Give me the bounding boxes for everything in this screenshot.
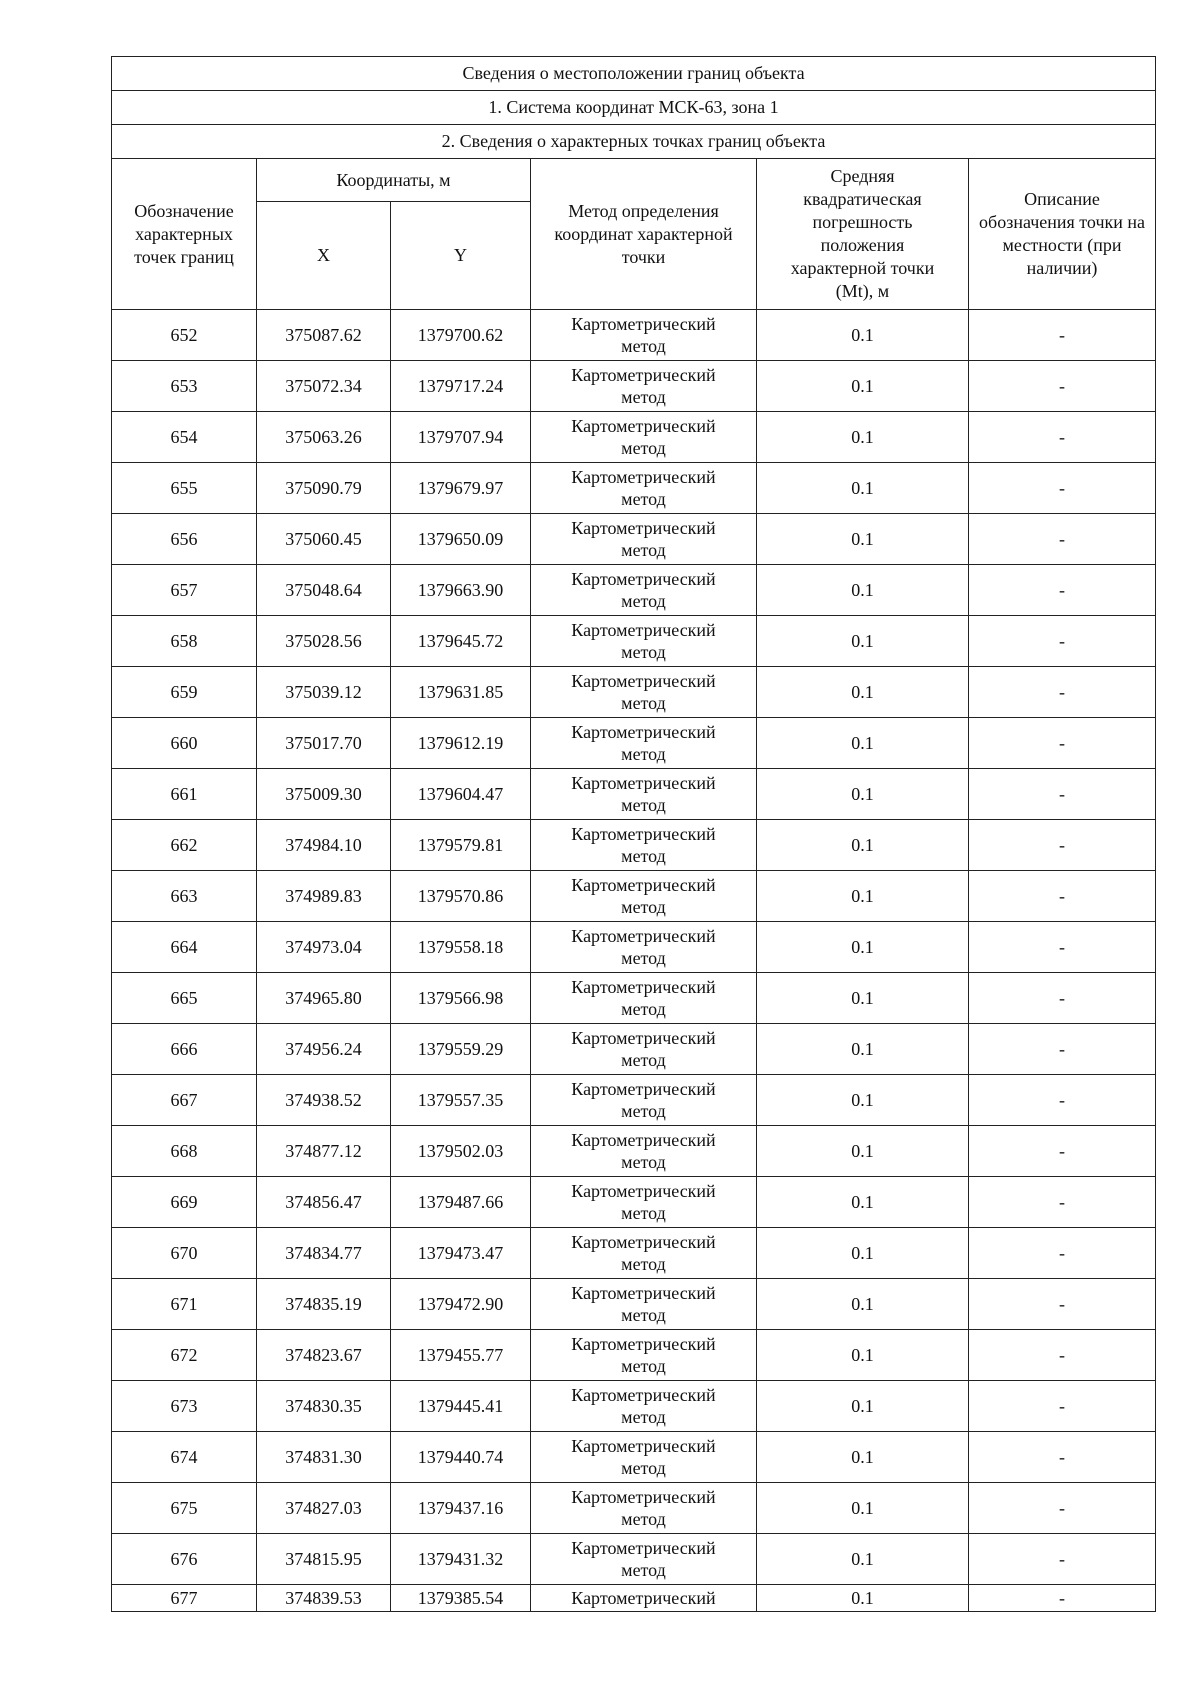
table-row — [112, 1432, 1156, 1483]
cell-y: 1379431.32 — [391, 1534, 531, 1585]
cell-point: 677 — [112, 1585, 257, 1612]
cell-description: - — [969, 922, 1156, 973]
cell-point: 670 — [112, 1228, 257, 1279]
cell-description: - — [969, 1432, 1156, 1483]
cell-error: 0.1 — [757, 361, 969, 412]
cell-x: 374823.67 — [257, 1330, 391, 1381]
cell-error: 0.1 — [757, 1534, 969, 1585]
cell-x: 374839.53 — [257, 1585, 391, 1612]
cell-description: - — [969, 514, 1156, 565]
cell-description: - — [969, 1330, 1156, 1381]
column-header-point: Обозначение характерных точек границ — [112, 159, 257, 310]
cell-point: 665 — [112, 973, 257, 1024]
cell-description: - — [969, 769, 1156, 820]
cell-point: 674 — [112, 1432, 257, 1483]
cell-y: 1379487.66 — [391, 1177, 531, 1228]
cell-y: 1379579.81 — [391, 820, 531, 871]
cell-method: Картометрический метод — [531, 361, 757, 412]
table-row — [112, 1381, 1156, 1432]
cell-x: 374827.03 — [257, 1483, 391, 1534]
cell-y: 1379663.90 — [391, 565, 531, 616]
header-row-system — [112, 91, 1156, 125]
section-label: 2. Сведения о характерных точках границ объекта — [112, 125, 1156, 159]
cell-y: 1379437.16 — [391, 1483, 531, 1534]
cell-point: 663 — [112, 871, 257, 922]
cell-y: 1379631.85 — [391, 667, 531, 718]
cell-point: 671 — [112, 1279, 257, 1330]
cell-description: - — [969, 1483, 1156, 1534]
cell-x: 374965.80 — [257, 973, 391, 1024]
cell-description: - — [969, 1075, 1156, 1126]
cell-method: Картометрический метод — [531, 769, 757, 820]
cell-method: Картометрический метод — [531, 973, 757, 1024]
cell-error: 0.1 — [757, 973, 969, 1024]
cell-x: 375039.12 — [257, 667, 391, 718]
cell-y: 1379570.86 — [391, 871, 531, 922]
table-row — [112, 1177, 1156, 1228]
table-row — [112, 820, 1156, 871]
cell-method: Картометрический метод — [531, 1330, 757, 1381]
cell-x: 374830.35 — [257, 1381, 391, 1432]
cell-x: 374956.24 — [257, 1024, 391, 1075]
cell-error: 0.1 — [757, 1585, 969, 1612]
table-row — [112, 667, 1156, 718]
cell-method: Картометрический метод — [531, 667, 757, 718]
cell-description: - — [969, 310, 1156, 361]
cell-method: Картометрический метод — [531, 871, 757, 922]
column-header-row-1 — [112, 159, 1156, 202]
cell-method: Картометрический метод — [531, 463, 757, 514]
table-row — [112, 616, 1156, 667]
cell-y: 1379559.29 — [391, 1024, 531, 1075]
cell-y: 1379455.77 — [391, 1330, 531, 1381]
header-row-section — [112, 125, 1156, 159]
cell-description: - — [969, 463, 1156, 514]
cell-x: 374989.83 — [257, 871, 391, 922]
cell-method: Картометрический метод — [531, 718, 757, 769]
cell-x: 375087.62 — [257, 310, 391, 361]
cell-point: 661 — [112, 769, 257, 820]
table-row — [112, 973, 1156, 1024]
boundary-points-table — [111, 56, 1156, 1612]
cell-y: 1379385.54 — [391, 1585, 531, 1612]
cell-y: 1379645.72 — [391, 616, 531, 667]
cell-x: 374938.52 — [257, 1075, 391, 1126]
cell-point: 675 — [112, 1483, 257, 1534]
cell-description: - — [969, 565, 1156, 616]
cell-error: 0.1 — [757, 1483, 969, 1534]
cell-method: Картометрический метод — [531, 1177, 757, 1228]
cell-error: 0.1 — [757, 1279, 969, 1330]
table-row — [112, 1279, 1156, 1330]
cell-y: 1379440.74 — [391, 1432, 531, 1483]
cell-description: - — [969, 616, 1156, 667]
cell-point: 662 — [112, 820, 257, 871]
table-row — [112, 1585, 1156, 1612]
table-row — [112, 871, 1156, 922]
cell-x: 375048.64 — [257, 565, 391, 616]
coordinate-system-label: 1. Система координат МСК-63, зона 1 — [112, 91, 1156, 125]
cell-y: 1379445.41 — [391, 1381, 531, 1432]
column-header-method: Метод определения координат характерной точки — [531, 159, 757, 310]
cell-y: 1379558.18 — [391, 922, 531, 973]
table-row — [112, 1534, 1156, 1585]
cell-y: 1379707.94 — [391, 412, 531, 463]
table-row — [112, 310, 1156, 361]
cell-description: - — [969, 667, 1156, 718]
cell-description: - — [969, 1024, 1156, 1075]
table-row — [112, 361, 1156, 412]
cell-y: 1379612.19 — [391, 718, 531, 769]
cell-error: 0.1 — [757, 820, 969, 871]
cell-error: 0.1 — [757, 1330, 969, 1381]
cell-error: 0.1 — [757, 565, 969, 616]
table-row — [112, 412, 1156, 463]
cell-description: - — [969, 361, 1156, 412]
column-header-y: Y — [391, 202, 531, 310]
cell-y: 1379700.62 — [391, 310, 531, 361]
cell-point: 657 — [112, 565, 257, 616]
cell-y: 1379679.97 — [391, 463, 531, 514]
cell-description: - — [969, 1279, 1156, 1330]
cell-point: 673 — [112, 1381, 257, 1432]
cell-x: 374834.77 — [257, 1228, 391, 1279]
table-row — [112, 1228, 1156, 1279]
cell-point: 668 — [112, 1126, 257, 1177]
cell-point: 660 — [112, 718, 257, 769]
cell-method: Картометрический метод — [531, 310, 757, 361]
cell-error: 0.1 — [757, 922, 969, 973]
cell-y: 1379650.09 — [391, 514, 531, 565]
cell-error: 0.1 — [757, 1432, 969, 1483]
cell-method: Картометрический метод — [531, 1126, 757, 1177]
cell-description: - — [969, 871, 1156, 922]
cell-error: 0.1 — [757, 1126, 969, 1177]
cell-error: 0.1 — [757, 1228, 969, 1279]
cell-method: Картометрический метод — [531, 1381, 757, 1432]
cell-y: 1379566.98 — [391, 973, 531, 1024]
cell-point: 666 — [112, 1024, 257, 1075]
cell-description: - — [969, 820, 1156, 871]
cell-method: Картометрический метод — [531, 1483, 757, 1534]
cell-error: 0.1 — [757, 412, 969, 463]
cell-x: 374984.10 — [257, 820, 391, 871]
cell-description: - — [969, 1585, 1156, 1612]
cell-y: 1379502.03 — [391, 1126, 531, 1177]
cell-x: 374856.47 — [257, 1177, 391, 1228]
cell-point: 672 — [112, 1330, 257, 1381]
cell-point: 676 — [112, 1534, 257, 1585]
cell-point: 655 — [112, 463, 257, 514]
cell-x: 375028.56 — [257, 616, 391, 667]
table-row — [112, 1075, 1156, 1126]
cell-method: Картометрический метод — [531, 1432, 757, 1483]
cell-method: Картометрический метод — [531, 1279, 757, 1330]
table-row — [112, 922, 1156, 973]
cell-x: 374815.95 — [257, 1534, 391, 1585]
cell-description: - — [969, 1534, 1156, 1585]
cell-point: 653 — [112, 361, 257, 412]
cell-x: 375009.30 — [257, 769, 391, 820]
cell-point: 658 — [112, 616, 257, 667]
cell-x: 375090.79 — [257, 463, 391, 514]
table-row — [112, 1126, 1156, 1177]
table-row — [112, 463, 1156, 514]
cell-description: - — [969, 1126, 1156, 1177]
cell-description: - — [969, 1381, 1156, 1432]
cell-error: 0.1 — [757, 667, 969, 718]
column-header-coordinates: Координаты, м — [257, 159, 531, 202]
cell-error: 0.1 — [757, 769, 969, 820]
table-row — [112, 1024, 1156, 1075]
cell-method: Картометрический метод — [531, 565, 757, 616]
cell-x: 374831.30 — [257, 1432, 391, 1483]
cell-error: 0.1 — [757, 1177, 969, 1228]
cell-point: 656 — [112, 514, 257, 565]
cell-y: 1379473.47 — [391, 1228, 531, 1279]
cell-error: 0.1 — [757, 310, 969, 361]
cell-error: 0.1 — [757, 1381, 969, 1432]
cell-method: Картометрический метод — [531, 820, 757, 871]
cell-y: 1379717.24 — [391, 361, 531, 412]
cell-point: 669 — [112, 1177, 257, 1228]
cell-method: Картометрический метод — [531, 1024, 757, 1075]
cell-x: 374835.19 — [257, 1279, 391, 1330]
cell-method: Картометрический метод — [531, 514, 757, 565]
cell-x: 375060.45 — [257, 514, 391, 565]
table-title: Сведения о местоположении границ объекта — [112, 57, 1156, 91]
cell-error: 0.1 — [757, 1024, 969, 1075]
cell-point: 664 — [112, 922, 257, 973]
column-header-x: X — [257, 202, 391, 310]
cell-method: Картометрический метод — [531, 412, 757, 463]
column-header-error: Средняя квадратическая погрешность положения характерной точки (Mt), м — [757, 159, 969, 310]
cell-description: - — [969, 412, 1156, 463]
header-row-title — [112, 57, 1156, 91]
cell-point: 654 — [112, 412, 257, 463]
cell-point: 652 — [112, 310, 257, 361]
cell-y: 1379557.35 — [391, 1075, 531, 1126]
cell-description: - — [969, 973, 1156, 1024]
table-row — [112, 718, 1156, 769]
cell-point: 667 — [112, 1075, 257, 1126]
cell-x: 375063.26 — [257, 412, 391, 463]
cell-method: Картометрический метод — [531, 922, 757, 973]
cell-x: 374973.04 — [257, 922, 391, 973]
table-row — [112, 514, 1156, 565]
cell-error: 0.1 — [757, 871, 969, 922]
cell-y: 1379604.47 — [391, 769, 531, 820]
table-row — [112, 769, 1156, 820]
cell-error: 0.1 — [757, 514, 969, 565]
cell-description: - — [969, 718, 1156, 769]
cell-x: 374877.12 — [257, 1126, 391, 1177]
cell-description: - — [969, 1177, 1156, 1228]
cell-error: 0.1 — [757, 718, 969, 769]
cell-y: 1379472.90 — [391, 1279, 531, 1330]
cell-method: Картометрический — [531, 1585, 757, 1612]
cell-method: Картометрический метод — [531, 616, 757, 667]
table-body — [112, 57, 1156, 1612]
cell-method: Картометрический метод — [531, 1534, 757, 1585]
cell-error: 0.1 — [757, 616, 969, 667]
column-header-description: Описание обозначения точки на местности (при наличии) — [969, 159, 1156, 310]
cell-x: 375072.34 — [257, 361, 391, 412]
table-row — [112, 1483, 1156, 1534]
cell-method: Картометрический метод — [531, 1228, 757, 1279]
table-row — [112, 565, 1156, 616]
cell-method: Картометрический метод — [531, 1075, 757, 1126]
cell-error: 0.1 — [757, 463, 969, 514]
cell-point: 659 — [112, 667, 257, 718]
table-row — [112, 1330, 1156, 1381]
cell-x: 375017.70 — [257, 718, 391, 769]
cell-description: - — [969, 1228, 1156, 1279]
cell-error: 0.1 — [757, 1075, 969, 1126]
